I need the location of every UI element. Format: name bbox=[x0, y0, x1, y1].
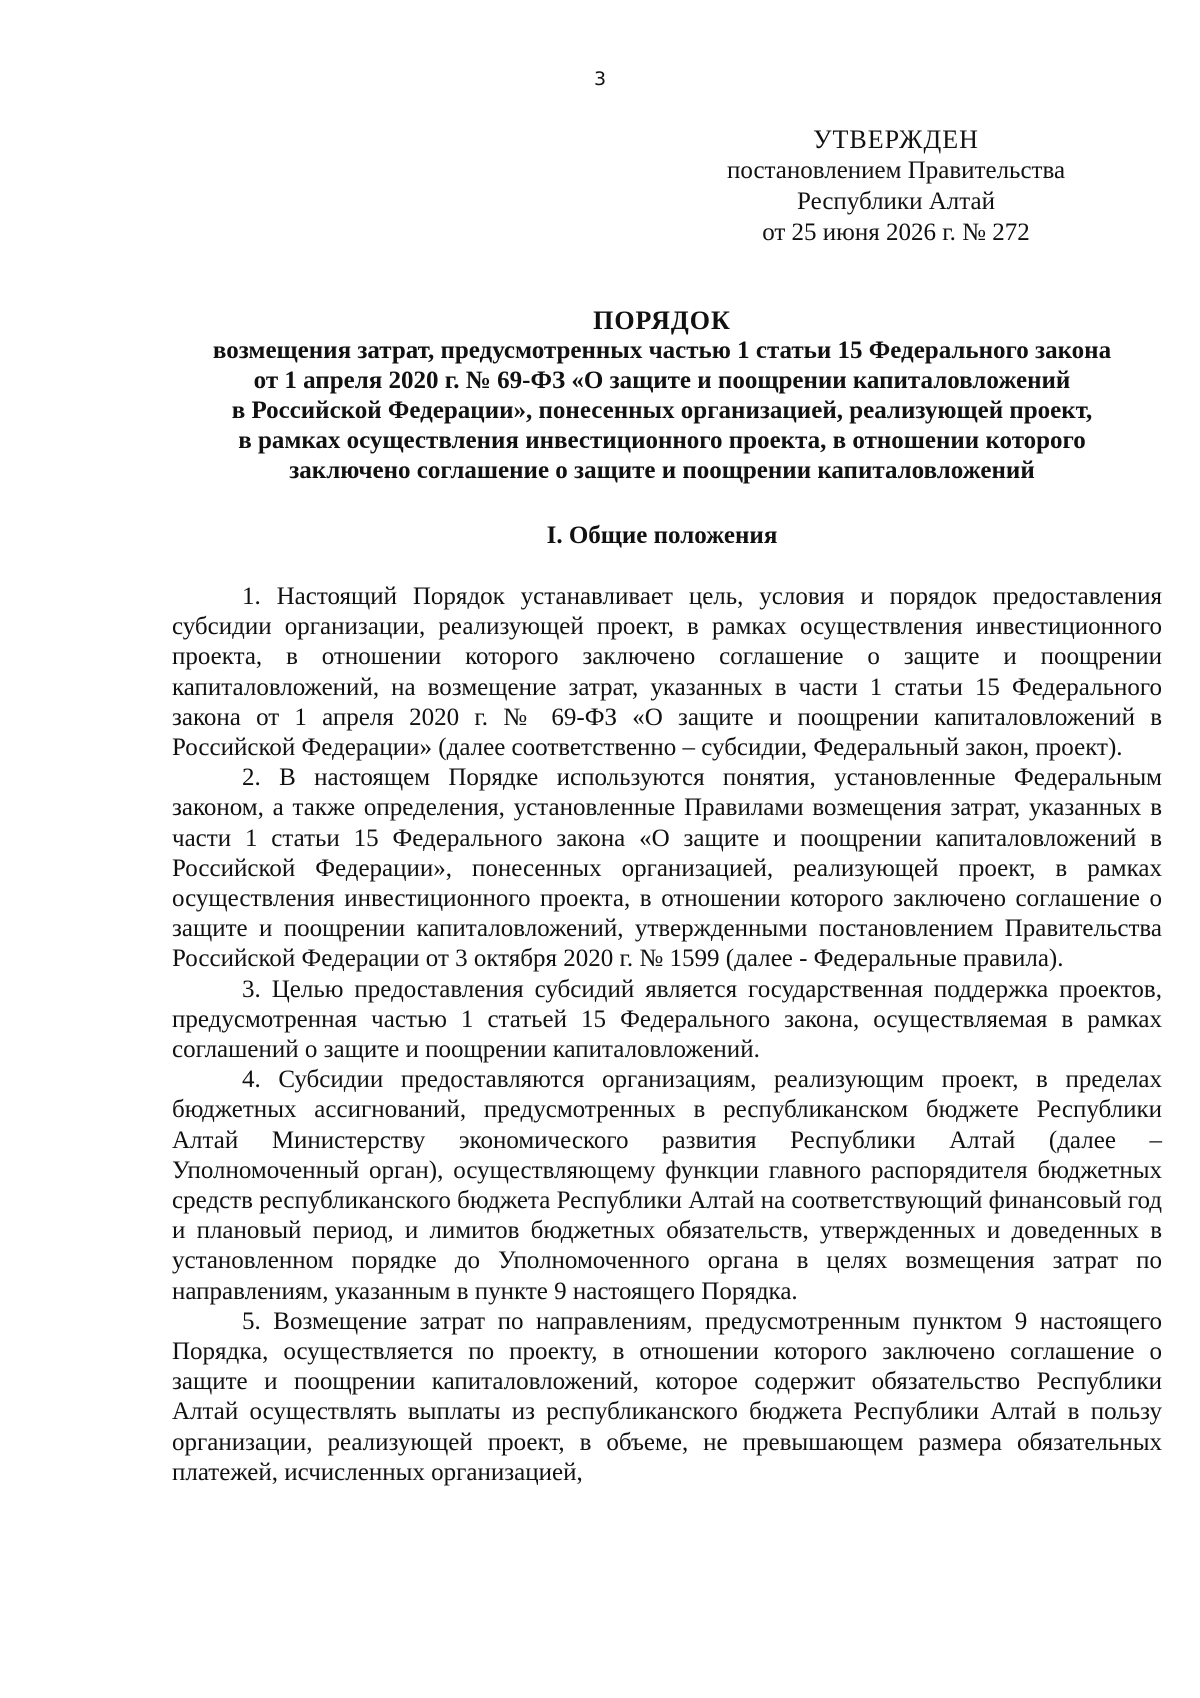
document-body bbox=[172, 582, 1162, 1488]
approval-status: УТВЕРЖДЕН bbox=[813, 125, 979, 154]
title-line-5: заключено соглашение о защите и поощрении капиталовложений bbox=[289, 457, 1035, 484]
paragraph-5: 5. Возмещение затрат по направлениям, предусмотренным пунктом 9 настоящего Порядка, осуществляется по проекту, в отношении которого заключено соглашение о защите и поощрении капиталовложений, которое содержит обязательство Республики Алтай осуществлять выплаты из республиканского бюджета Республики Алтай в пользу организации, реализующей проект, в объеме, не превышающем размера обязательных платежей, исчисленных организацией, bbox=[172, 1307, 1162, 1486]
approval-stamp bbox=[726, 124, 1066, 248]
approval-line-2: Республики Алтай bbox=[797, 188, 995, 215]
title-line-3: в Российской Федерации», понесенных организацией, реализующей проект, bbox=[231, 397, 1093, 424]
page-number: 3 bbox=[593, 68, 607, 90]
paragraph-4: 4. Субсидии предоставляются организациям, реализующим проект, в пределах бюджетных ассигнований, предусмотренных в республиканском бюджете Республики Алтай Министерству экономического развития Республики Алтай (далее – Уполномоченный орган), осуществляющему функции главного распорядителя бюджетных средств республиканского бюджета Республики Алтай на соответствующий финансовый год и плановый период, и лимитов бюджетных обязательств, утвержденных и доведенных в установленном порядке до Уполномоченного органа в целях возмещения затрат по направлениям, указанным в пункте 9 настоящего Порядка. bbox=[172, 1066, 1162, 1305]
document-title: ПОРЯДОК bbox=[593, 306, 731, 335]
title-line-1: возмещения затрат, предусмотренных частью 1 статьи 15 Федерального закона bbox=[212, 337, 1112, 364]
approval-line-1: постановлением Правительства bbox=[726, 157, 1066, 184]
paragraph-1: 1. Настоящий Порядок устанавливает цель, условия и порядок предоставления субсидии организации, реализующей проект, в рамках осуществления инвестиционного проекта, в отношении которого заключено соглашение о защите и поощрении капиталовложений, на возмещение затрат, указанных в части 1 статьи 15 Федерального закона от 1 апреля 2020 г. № 69-ФЗ «О защите и поощрении капиталовложений в Российской Федерации» (далее соответственно – субсидии, Федеральный закон, проект). bbox=[172, 583, 1162, 762]
approval-line-3: от 25 июня 2026 г. № 272 bbox=[762, 219, 1030, 246]
section-heading: I. Общие положения bbox=[546, 522, 778, 549]
paragraph-2: 2. В настоящем Порядке используются понятия, установленные Федеральным законом, а также определения, установленные Правилами возмещения затрат, указанных в части 1 статьи 15 Федерального закона «О защите и поощрении капиталовложений в Российской Федерации», понесенных организацией, реализующей проект, в рамках осуществления инвестиционного проекта, в отношении которого заключено соглашение о защите и поощрении капиталовложений, утвержденными постановлением Правительства Российской Федерации от 3 октября 2020 г. № 1599 (далее - Федеральные правила). bbox=[172, 764, 1162, 973]
title-line-2: от 1 апреля 2020 г. № 69-ФЗ «О защите и поощрении капиталовложений bbox=[253, 367, 1071, 394]
document-title-block bbox=[160, 306, 1164, 486]
paragraph-3: 3. Целью предоставления субсидий является государственная поддержка проектов, предусмотренная частью 1 статьей 15 Федерального закона, осуществляемая в рамках соглашений о защите и поощрении капиталовложений. bbox=[172, 975, 1162, 1064]
title-line-4: в рамках осуществления инвестиционного проекта, в отношении которого bbox=[238, 427, 1086, 454]
